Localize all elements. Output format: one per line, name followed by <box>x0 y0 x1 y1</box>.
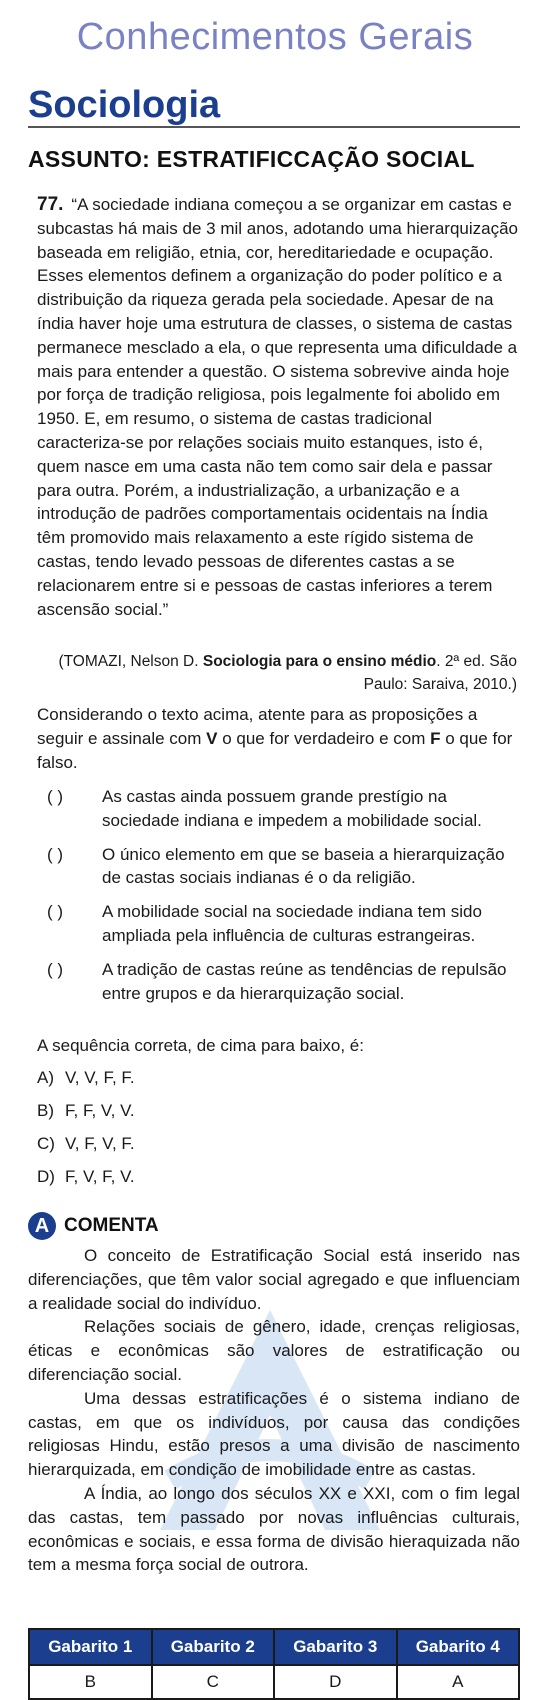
citation-suffix: . 2ª ed. São Paulo: Saraiva, 2010.) <box>363 653 517 693</box>
comenta-label: COMENTA <box>64 1215 159 1236</box>
answer-key-value: A <box>397 1665 520 1699</box>
proposition-2 <box>37 843 519 891</box>
instruction-v: V <box>206 728 218 748</box>
answer-key-value: B <box>29 1665 152 1699</box>
alternative-text: V, V, F, F. <box>65 1068 135 1087</box>
answer-key-value: D <box>274 1665 397 1699</box>
topic-heading: ASSUNTO: ESTRATIFICCAÇÃO SOCIAL <box>28 146 475 172</box>
question-text <box>37 193 519 621</box>
proposition-checkbox[interactable]: ( ) <box>47 902 64 922</box>
comment-paragraph: A Índia, ao longo dos séculos XX e XXI, com o fim legal das castas, tem passado por novas influências culturais, econômicas e sociais, e essa forma de divisão hieraquizada não tem a mesma força social de outrora. <box>28 1483 520 1575</box>
proposition-text: A tradição de castas reúne as tendências de repulsão entre grupos e da hierarquização social. <box>102 959 507 1003</box>
answer-key-header: Gabarito 4 <box>397 1629 520 1665</box>
alternative-letter: C) <box>37 1134 55 1153</box>
alternative-text: V, F, V, F. <box>65 1134 135 1153</box>
comment-paragraph: Relações sociais de gênero, idade, crenças religiosas, éticas e econômicas são valores de estratificação ou diferenciação social. <box>28 1317 520 1384</box>
subject-title: Sociologia <box>28 84 221 126</box>
answer-key-value-row <box>29 1665 519 1699</box>
comment-body <box>28 1244 520 1577</box>
instruction <box>37 703 519 774</box>
alternative-d[interactable] <box>37 1165 135 1198</box>
answer-key-header: Gabarito 1 <box>29 1629 152 1665</box>
alternative-letter: B) <box>37 1101 54 1120</box>
answer-key-header: Gabarito 3 <box>274 1629 397 1665</box>
question-body: “A sociedade indiana começou a se organizar em castas e subcastas há mais de 3 mil anos, adotando uma hierarquização baseada em religião, etnia, cor, hereditariedade e ocupação. Esses elementos definem a organização do poder político e a distribuição da riqueza gerada pela sociedade. Apesar de na índia haver hoje uma estrutura de classes, o sistema de castas permanece mesclado a ela, o que representa uma dificuldade a mais para entender a questão. O sistema sobrevive ainda hoje por força de tradição religiosa, pois legalmente foi abolido em 1950. E, em resumo, o sistema de castas tradicional caracteriza-se por relações sociais muito estanques, isto é, quem nasce em uma casta não tem como sair dela e passar para outra. Porém, a industrialização, a urbanização e a introdução de padrões comportamentais ocidentais na Índia têm promovido mais relaxamento a este rígido sistema de castas, tendo levado pessoas de diferentes castas a se relacionarem entre si e pessoas de castas inferiores a terem ascensão social.” <box>37 195 519 619</box>
proposition-3 <box>37 900 519 948</box>
proposition-text: O único elemento em que se baseia a hierarquização de castas sociais indianas é o da religião. <box>102 844 505 888</box>
instruction-part: Considerando o texto acima, atente para as proposições a seguir e assinale com <box>37 705 478 748</box>
alternative-letter: D) <box>37 1167 55 1186</box>
proposition-checkbox[interactable]: ( ) <box>47 787 64 806</box>
proposition-checkbox[interactable]: ( ) <box>47 844 64 864</box>
alternative-b[interactable] <box>37 1099 135 1132</box>
citation <box>37 650 517 696</box>
answer-key-value: C <box>152 1665 275 1699</box>
answer-key-table <box>28 1628 520 1700</box>
comment-paragraph: Uma dessas estratificações é o sistema indiano de castas, em que os indivíduos, por causa das condições religiosas Hindu, estão presos a uma divisão de nascimento hierarquizada, em condição de imobilidade entre as castas. <box>28 1388 520 1480</box>
proposition-1 <box>37 785 519 833</box>
answer-key-header: Gabarito 2 <box>152 1629 275 1665</box>
alternative-text: F, F, V, V. <box>65 1101 135 1120</box>
answer-key-header-row <box>29 1629 519 1665</box>
citation-title: Sociologia para o ensino médio <box>202 653 437 670</box>
comenta-logo-icon: A <box>28 1212 56 1240</box>
subject-divider <box>28 126 520 128</box>
citation-prefix: (TOMAZI, Nelson D. <box>58 653 199 670</box>
instruction-part: o que for verdadeiro e com <box>217 728 431 748</box>
proposition-text: As castas ainda possuem grande prestígio na sociedade indiana e impedem a mobilidade social. <box>102 787 482 830</box>
instruction-part: o que for falso. <box>37 728 513 772</box>
alternatives-list <box>37 1066 135 1198</box>
instruction-f: F <box>430 728 441 748</box>
proposition-4 <box>37 958 519 1006</box>
comment-paragraph: O conceito de Estratificação Social está inserido nas diferenciações, que têm valor social agregado e que influenciam a realidade social do indivíduo. <box>28 1246 520 1313</box>
alternative-text: F, V, F, V. <box>65 1167 135 1186</box>
propositions-list <box>37 785 519 1015</box>
proposition-checkbox[interactable]: ( ) <box>47 959 64 979</box>
header-title: Conhecimentos Gerais <box>76 16 474 58</box>
sequence-prompt: A sequência correta, de cima para baixo, é: <box>37 1036 364 1055</box>
alternative-c[interactable] <box>37 1132 135 1165</box>
question-number: 77. <box>37 194 64 215</box>
proposition-text: A mobilidade social na sociedade indiana tem sido ampliada pela influência de culturas estrangeiras. <box>102 902 482 945</box>
comenta-header <box>28 1211 159 1241</box>
alternative-a[interactable] <box>37 1066 135 1099</box>
alternative-letter: A) <box>37 1068 54 1087</box>
